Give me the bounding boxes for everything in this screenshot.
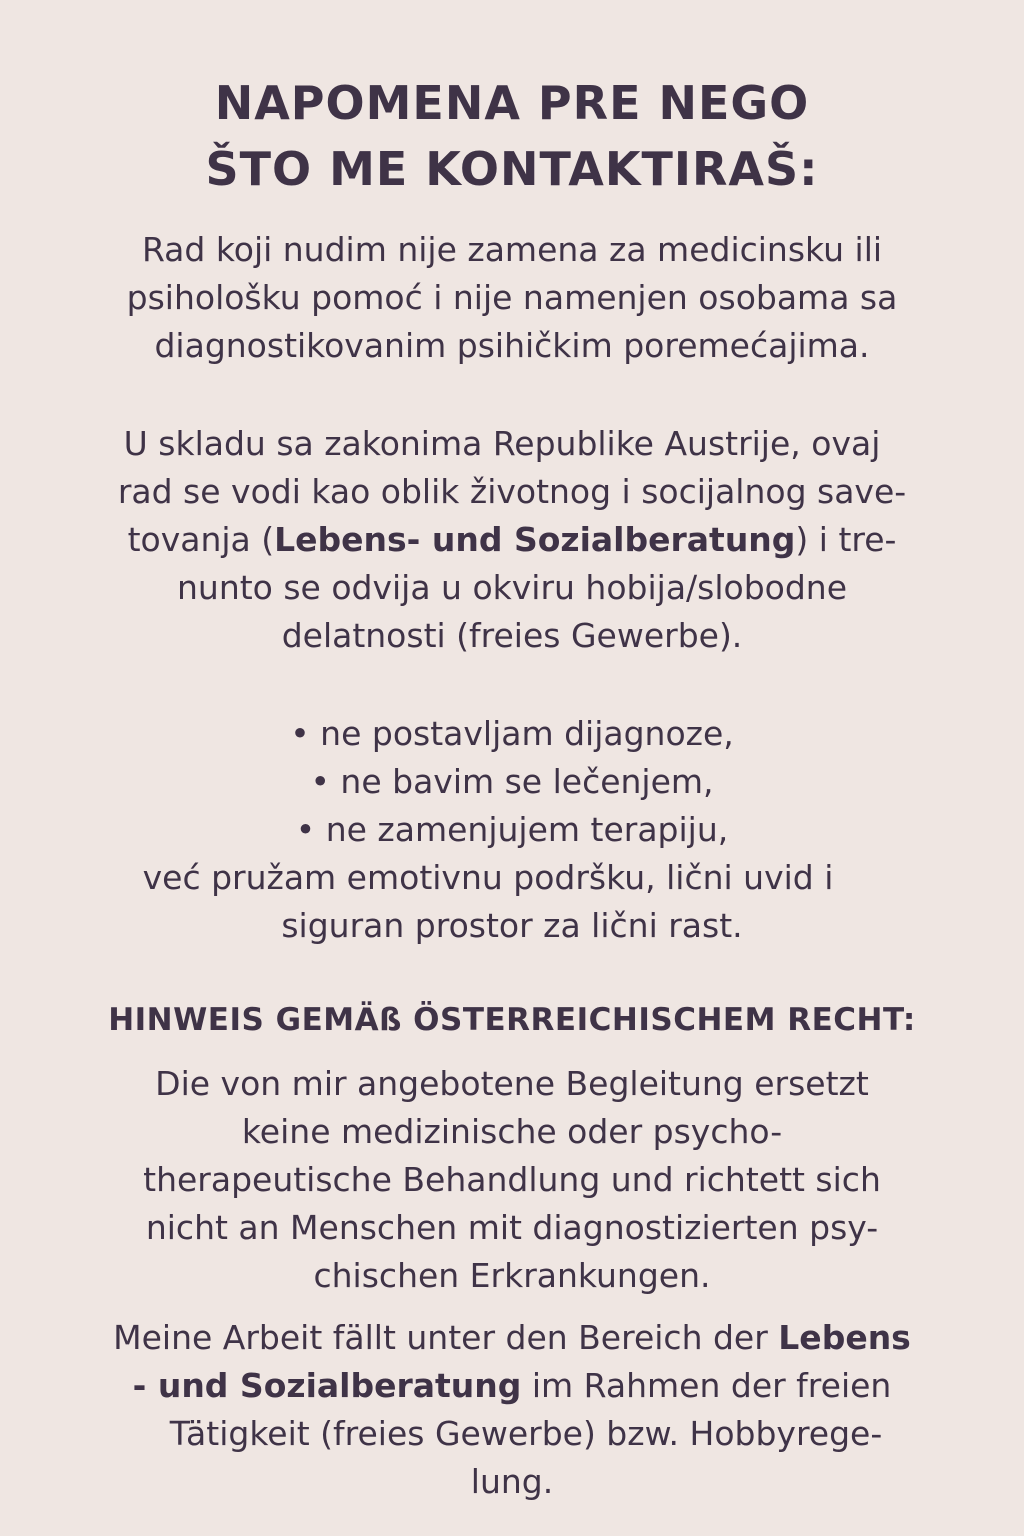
serbian-para1-line-3: diagnostikovanim psihičkim poremećajima. (154, 326, 870, 365)
serbian-para2-line-1: U skladu sa zakonima Republike Austrije, ovaj (123, 424, 881, 463)
serbian-para2-line-3-pre: tovanja ( (127, 520, 275, 559)
german-para2-line-2 (0, 1362, 1024, 1410)
bullet-item: • ne bavim se lečenjem, (310, 762, 714, 801)
bullet-item: • ne zamenjujem terapiju, (295, 810, 729, 849)
serbian-closing-line-1: već pružam emotivnu podršku, lični uvid i (142, 858, 834, 897)
serbian-para2-line-3-post: ) i tre- (795, 520, 897, 559)
serbian-closing-line-2: siguran prostor za lični rast. (281, 906, 743, 945)
lebens-sozialberatung-term: Lebens- und Sozialberatung (274, 520, 796, 559)
german-para2-line-1 (0, 1314, 1024, 1362)
serbian-para1-line-2: psihološku pomoć i nije namenjen osobama sa (126, 278, 898, 317)
german-lebens-term: Lebens (778, 1318, 911, 1357)
serbian-para2-line-4: nunto se odvija u okviru hobija/slobodne (176, 568, 848, 607)
german-para2-line-2-post: im Rahmen der freien (521, 1366, 892, 1405)
german-para1-line-4: nicht an Menschen mit diagnostizierten psy- (145, 1208, 879, 1247)
german-para1-line-1: Die von mir angebotene Begleitung ersetzt (155, 1064, 869, 1103)
serbian-para1-line-1: Rad koji nudim nije zamena za medicinsku ili (141, 230, 883, 269)
serbian-para2-line-3 (0, 516, 1024, 564)
bullet-item: • ne postavljam dijagnoze, (290, 714, 734, 753)
german-sozialberatung-term: - und Sozialberatung (132, 1366, 522, 1405)
german-para2-line-4: lung. (470, 1462, 554, 1501)
serbian-title-line-2: ŠTO ME KONTAKTIRAŠ: (205, 142, 819, 196)
serbian-title (0, 70, 1024, 202)
serbian-para2-line-5: delatnosti (freies Gewerbe). (281, 616, 743, 655)
serbian-title-line-1: NAPOMENA PRE NEGO (214, 76, 810, 130)
german-para1-line-3: therapeutische Behandlung und richtett sich (143, 1160, 881, 1199)
german-para2-line-3: Tätigkeit (freies Gewerbe) bzw. Hobbyrege- (169, 1414, 883, 1453)
german-title: HINWEIS GEMÄß ÖSTERREICHISCHEM RECHT: (108, 1002, 916, 1038)
german-para1-line-2: keine medizinische oder psycho- (241, 1112, 783, 1151)
serbian-para2-line-2: rad se vodi kao oblik životnog i socijalnog save- (117, 472, 907, 511)
german-para2-line-1-pre: Meine Arbeit fällt unter den Bereich der (113, 1318, 779, 1357)
german-para1-line-5: chischen Erkrankungen. (313, 1256, 711, 1295)
